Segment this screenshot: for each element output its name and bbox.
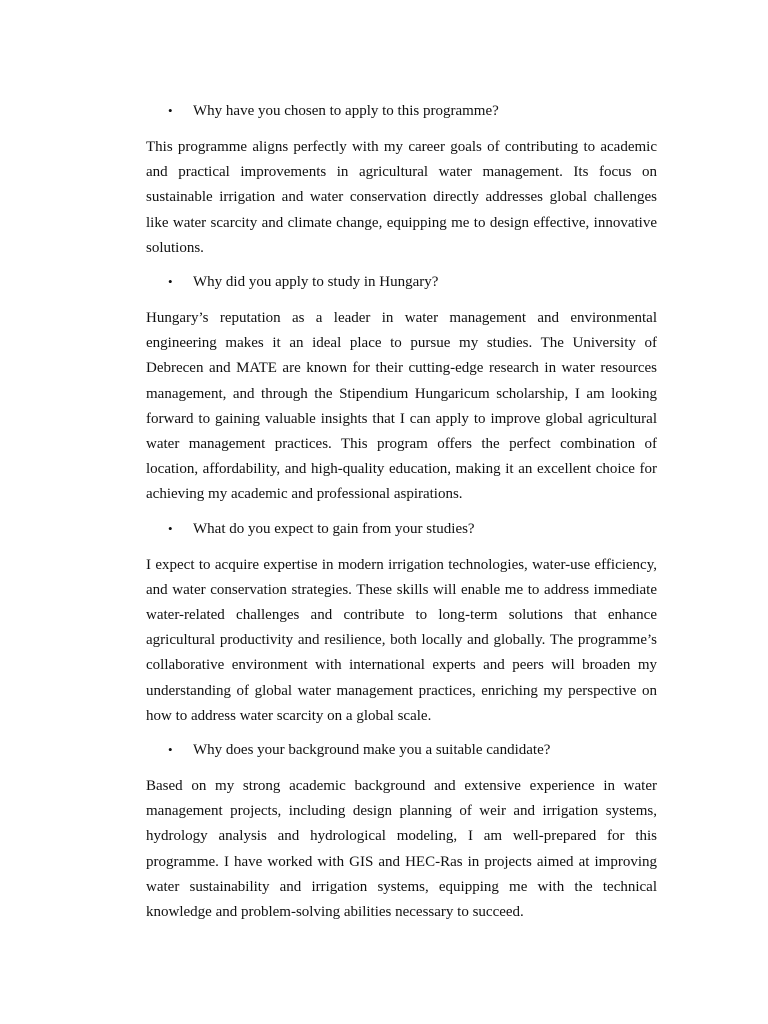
question-item — [146, 739, 657, 761]
document-page — [146, 100, 657, 935]
answer-paragraph: Hungary’s reputation as a leader in water management and environmental engineering makes it an ideal place to pursue my studies. The University of Debrecen and MATE are known for their cutting-edge research in water resources management, and through the Stipendium Hungaricum scholarship, I am looking forward to gaining valuable insights that I can apply to improve global agricultural water management practices. This program offers the perfect combination of location, affordability, and high-quality education, making it an excellent choice for achieving my academic and professional aspirations. — [146, 310, 657, 503]
answer-paragraph: I expect to acquire expertise in modern irrigation technologies, water-use efficiency, and water conservation strategies. These skills will enable me to address immediate water-related challenges and contribute to long-term solutions that enhance agricultural productivity and resilience, both locally and globally. The programme’s collaborative environment with international experts and peers will broaden my understanding of global water management practices, enriching my perspective on how to address water scarcity on a global scale. — [146, 556, 657, 724]
bullet-icon: • — [168, 742, 173, 758]
bullet-icon: • — [168, 274, 173, 290]
answer-paragraph: This programme aligns perfectly with my career goals of contributing to academic and practical improvements in agricultural water management. Its focus on sustainable irrigation and water conservation directly addresses global challenges like water scarcity and climate change, equipping me to design effective, innovative solutions. — [146, 139, 657, 256]
bullet-icon: • — [168, 520, 173, 536]
question-item — [146, 100, 657, 122]
question-text: Why did you apply to study in Hungary? — [193, 274, 439, 291]
question-item — [146, 518, 657, 540]
answer-paragraph: Based on my strong academic background and extensive experience in water management projects, including design planning of weir and irrigation systems, hydrology analysis and hydrological modeling, I am well-prepared for this programme. I have worked with GIS and HEC-Ras in projects aimed at improving water sustainability and irrigation systems, equipping me with the technical knowledge and problem-solving abilities necessary to succeed. — [146, 778, 657, 921]
question-text: Why have you chosen to apply to this programme? — [193, 103, 499, 119]
question-text: What do you expect to gain from your studies? — [193, 520, 475, 537]
bullet-icon: • — [168, 103, 173, 118]
question-text: Why does your background make you a suitable candidate? — [193, 742, 551, 759]
question-item — [146, 271, 657, 293]
